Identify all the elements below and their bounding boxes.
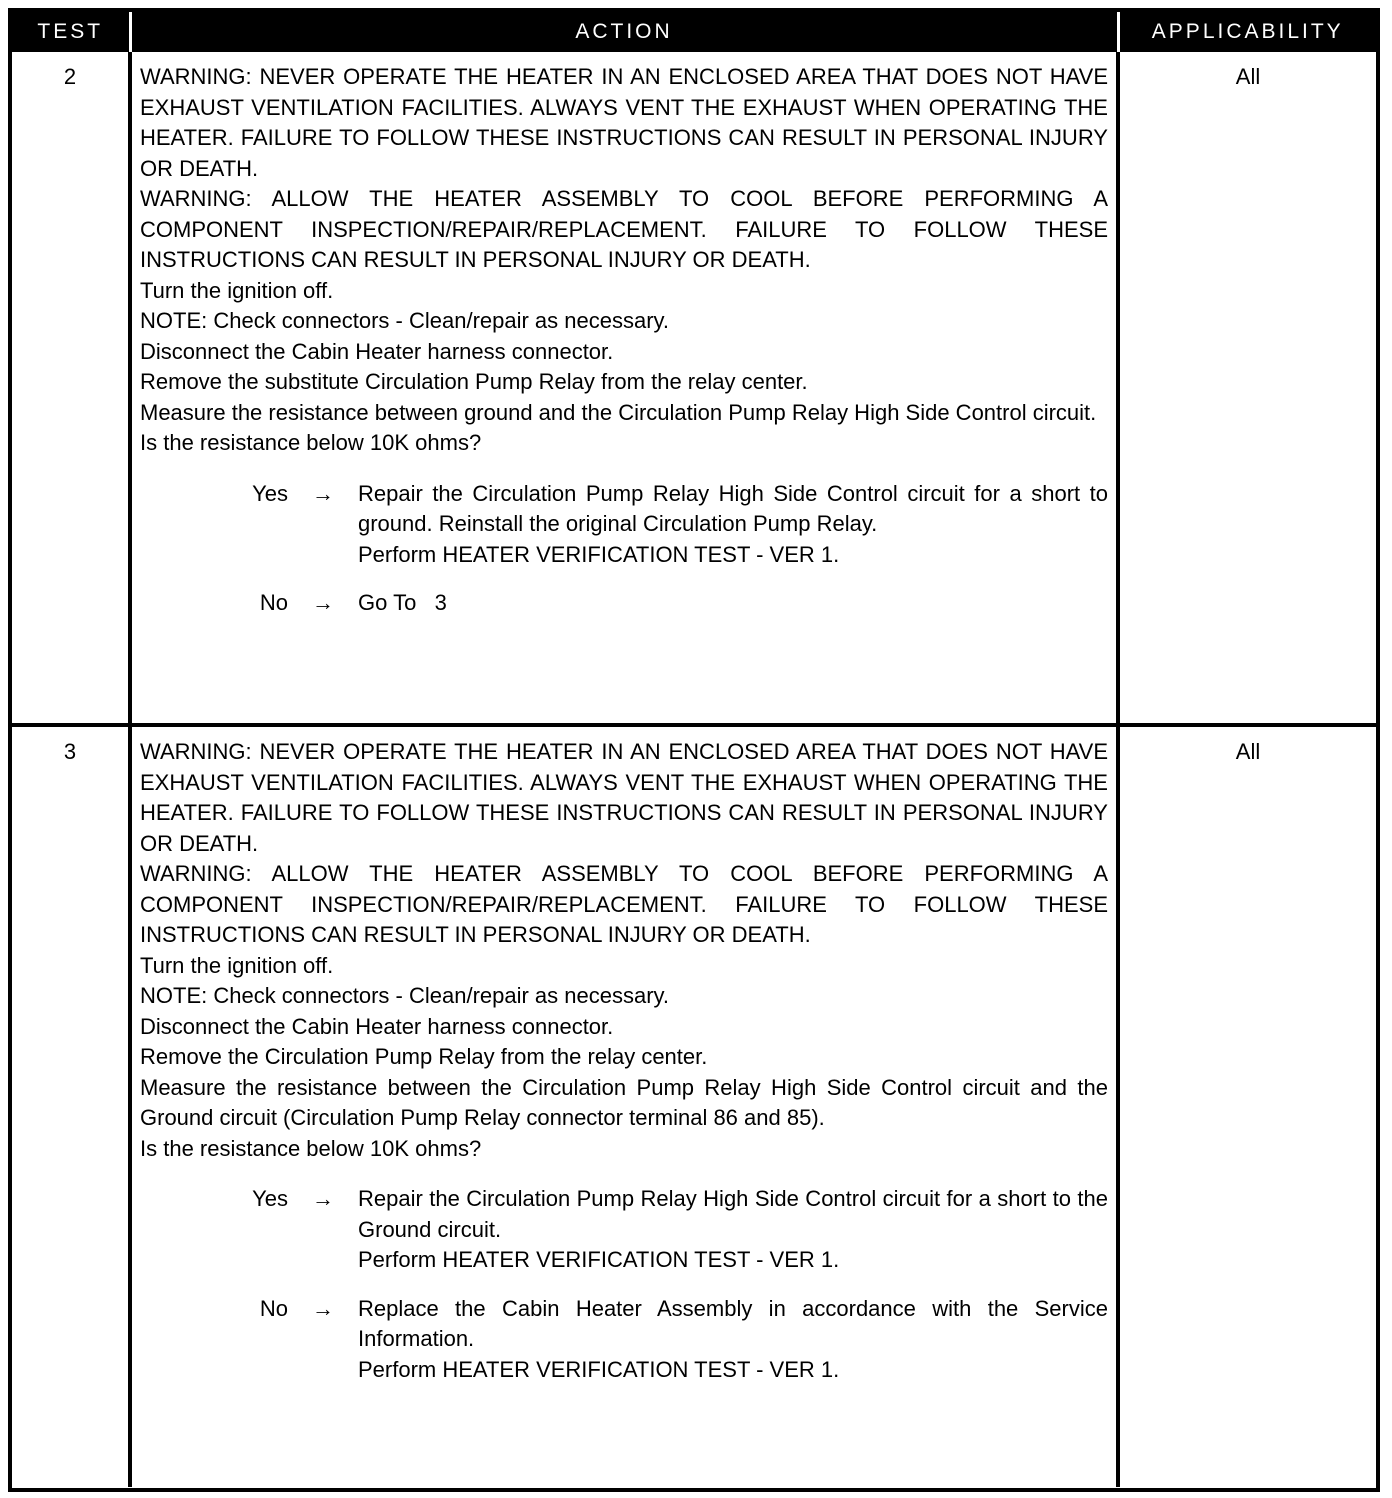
question: Is the resistance below 10K ohms? <box>140 1135 482 1161</box>
step-remove-relay: Remove the Circulation Pump Relay from the relay center. <box>140 1044 708 1069</box>
action-cell <box>130 52 1118 725</box>
header-test: TEST <box>12 12 130 52</box>
arrow-icon: → <box>312 480 334 506</box>
yes-label: Yes <box>252 480 288 506</box>
warning-exhaust: WARNING: NEVER OPERATE THE HEATER IN AN ENCLOSED AREA THAT DOES NOT HAVE EXHAUST VENTILATION FACILITIES. ALWAYS VENT THE EXHAUST WHEN OPERATING THE HEATER. FAILURE TO FOLLOW THESE INSTRUCTIONS CAN RESULT IN PERSONAL INJURY OR DEATH. <box>140 64 1108 181</box>
yes-text: Repair the Circulation Pump Relay High Side Control circuit for a short to the Ground circuit. Perform HEATER VERIFICATION TEST - VER 1. <box>358 1186 1108 1272</box>
yes-text: Repair the Circulation Pump Relay High Side Control circuit for a short to ground. Reinstall the original Circulation Pump Relay. Perform HEATER VERIFICATION TEST - VER 1. <box>358 480 1108 567</box>
step-measure: Measure the resistance between the Circulation Pump Relay High Side Control circuit and the Ground circuit (Circulation Pump Relay connector terminal 86 and 85). <box>140 1074 1108 1130</box>
answer-no <box>140 1294 1108 1386</box>
table-header-row <box>12 12 1376 52</box>
arrow-icon: → <box>312 1295 334 1321</box>
header-applicability: APPLICABILITY <box>1118 12 1376 52</box>
no-label: No <box>259 1295 288 1321</box>
step-remove-relay: Remove the substitute Circulation Pump Relay from the relay center. <box>140 369 808 394</box>
step-note: NOTE: Check connectors - Clean/repair as necessary. <box>140 983 670 1008</box>
step-disconnect: Disconnect the Cabin Heater harness connector. <box>140 338 614 364</box>
action-cell <box>130 725 1118 1487</box>
answer-no <box>140 588 1108 619</box>
warning-cool: WARNING: ALLOW THE HEATER ASSEMBLY TO COOL BEFORE PERFORMING A COMPONENT INSPECTION/REPAIR/REPLACEMENT. FAILURE TO FOLLOW THESE INSTRUCTIONS CAN RESULT IN PERSONAL INJURY OR DEATH. <box>140 186 1108 272</box>
table-row <box>12 52 1376 725</box>
warning-cool: WARNING: ALLOW THE HEATER ASSEMBLY TO COOL BEFORE PERFORMING A COMPONENT INSPECTION/REPAIR/REPLACEMENT. FAILURE TO FOLLOW THESE INSTRUCTIONS CAN RESULT IN PERSONAL INJURY OR DEATH. <box>140 861 1108 947</box>
arrow-icon: → <box>312 1186 334 1211</box>
step-ignition: Turn the ignition off. <box>140 277 334 303</box>
no-label: No <box>259 590 288 615</box>
step-measure: Measure the resistance between ground and the Circulation Pump Relay High Side Control circuit. <box>140 399 1097 425</box>
diagnostic-table-page <box>8 8 1380 1492</box>
step-disconnect: Disconnect the Cabin Heater harness connector. <box>140 1013 614 1039</box>
header-action: ACTION <box>130 12 1118 52</box>
arrow-icon: → <box>312 590 334 615</box>
step-ignition: Turn the ignition off. <box>140 952 334 978</box>
answer-yes <box>140 479 1108 571</box>
applicability-value: All <box>1118 725 1376 1487</box>
table-row <box>12 725 1376 1487</box>
question: Is the resistance below 10K ohms? <box>140 430 482 455</box>
no-text: Go To 3 <box>358 590 447 615</box>
no-text: Replace the Cabin Heater Assembly in accordance with the Service Information. Perform HEATER VERIFICATION TEST - VER 1. <box>358 1295 1108 1382</box>
diagnostic-table <box>12 12 1376 1487</box>
step-note: NOTE: Check connectors - Clean/repair as necessary. <box>140 308 670 333</box>
test-number: 3 <box>12 725 130 1487</box>
test-number: 2 <box>12 52 130 725</box>
applicability-value: All <box>1118 52 1376 725</box>
answer-yes <box>140 1184 1108 1276</box>
warning-exhaust: WARNING: NEVER OPERATE THE HEATER IN AN ENCLOSED AREA THAT DOES NOT HAVE EXHAUST VENTILATION FACILITIES. ALWAYS VENT THE EXHAUST WHEN OPERATING THE HEATER. FAILURE TO FOLLOW THESE INSTRUCTIONS CAN RESULT IN PERSONAL INJURY OR DEATH. <box>140 739 1108 856</box>
yes-label: Yes <box>252 1186 288 1211</box>
